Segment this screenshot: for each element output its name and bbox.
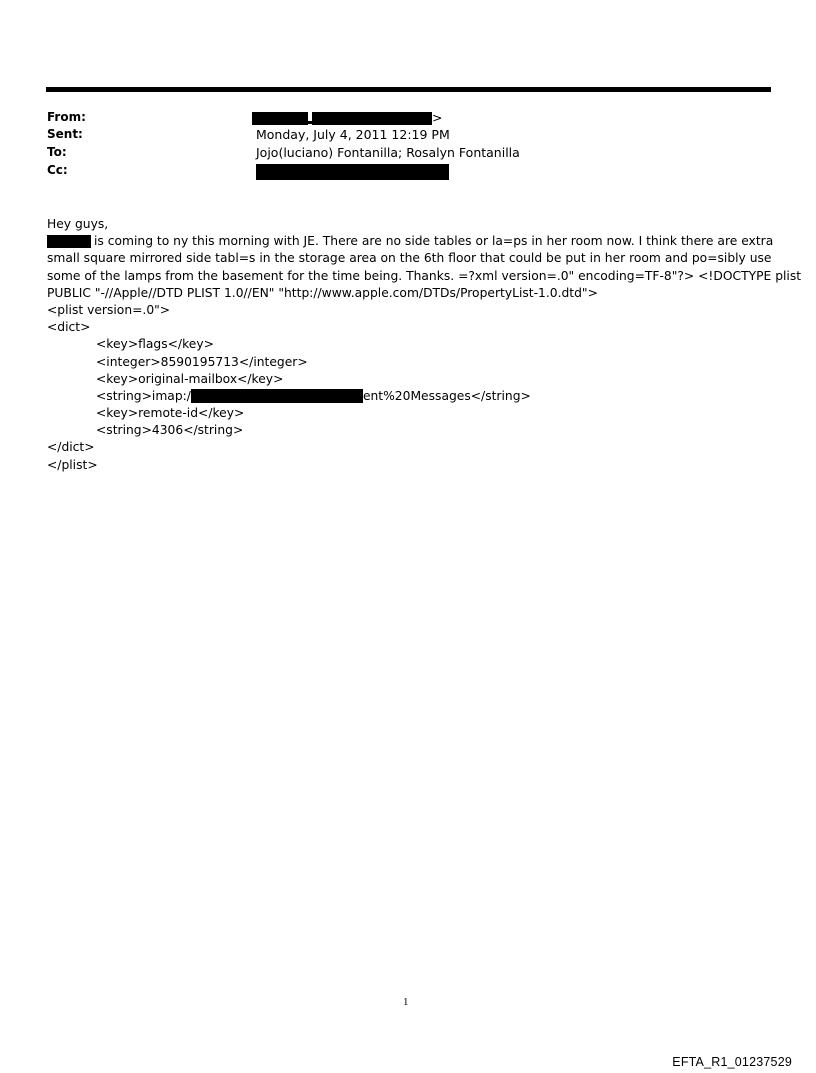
plist-open: <plist version=.0">	[47, 302, 171, 317]
document-id: EFTA_R1_01237529	[672, 1055, 792, 1069]
string-remote: <string>4306</string>	[96, 423, 244, 438]
redaction-block	[191, 389, 363, 403]
body-line-2: small square mirrored side tabl=s in the storage area on the 6th floor that could be put in her room and po=sibly use	[47, 251, 772, 266]
integer-line: <integer>8590195713</integer>	[96, 354, 308, 369]
key-remote: <key>remote-id</key>	[96, 406, 245, 421]
string-imap: <string>imap:/ ent%20Messages</string>	[96, 388, 531, 403]
to-value: Jojo(luciano) Fontanilla; Rosalyn Fontanilla	[256, 145, 520, 160]
redaction-block	[252, 112, 308, 125]
page-number: 1	[403, 996, 409, 1008]
dict-close: </dict>	[47, 440, 95, 455]
from-label: From:	[47, 110, 86, 124]
key-mailbox: <key>original-mailbox</key>	[96, 371, 284, 386]
from-value	[252, 110, 442, 125]
redaction-block	[47, 235, 91, 248]
key-flags: <key>flags</key>	[96, 337, 214, 352]
from-suffix: >	[432, 110, 443, 125]
dict-open: <dict>	[47, 320, 91, 335]
redaction-block	[312, 112, 432, 125]
body-line-1: is coming to ny this morning with JE. There are no side tables or la=ps in her room now. I think there are extra	[47, 233, 772, 250]
sent-label: Sent:	[47, 127, 83, 141]
email-body	[47, 216, 802, 474]
cc-label: Cc:	[47, 163, 68, 177]
redaction-block	[256, 164, 449, 180]
cc-value	[256, 163, 449, 180]
body-line-3: some of the lamps from the basement for the time being. Thanks. =?xml version=.0" encoding=TF-8"?> <!DOCTYPE plist	[47, 268, 802, 283]
body-line-4: PUBLIC "-//Apple//DTD PLIST 1.0//EN" "http://www.apple.com/DTDs/PropertyList-1.0.dtd">	[47, 285, 598, 300]
to-label: To:	[47, 145, 67, 159]
plist-close: </plist>	[47, 457, 98, 472]
header-rule	[46, 87, 771, 92]
sent-value: Monday, July 4, 2011 12:19 PM	[256, 127, 450, 142]
greeting: Hey guys,	[47, 217, 109, 231]
